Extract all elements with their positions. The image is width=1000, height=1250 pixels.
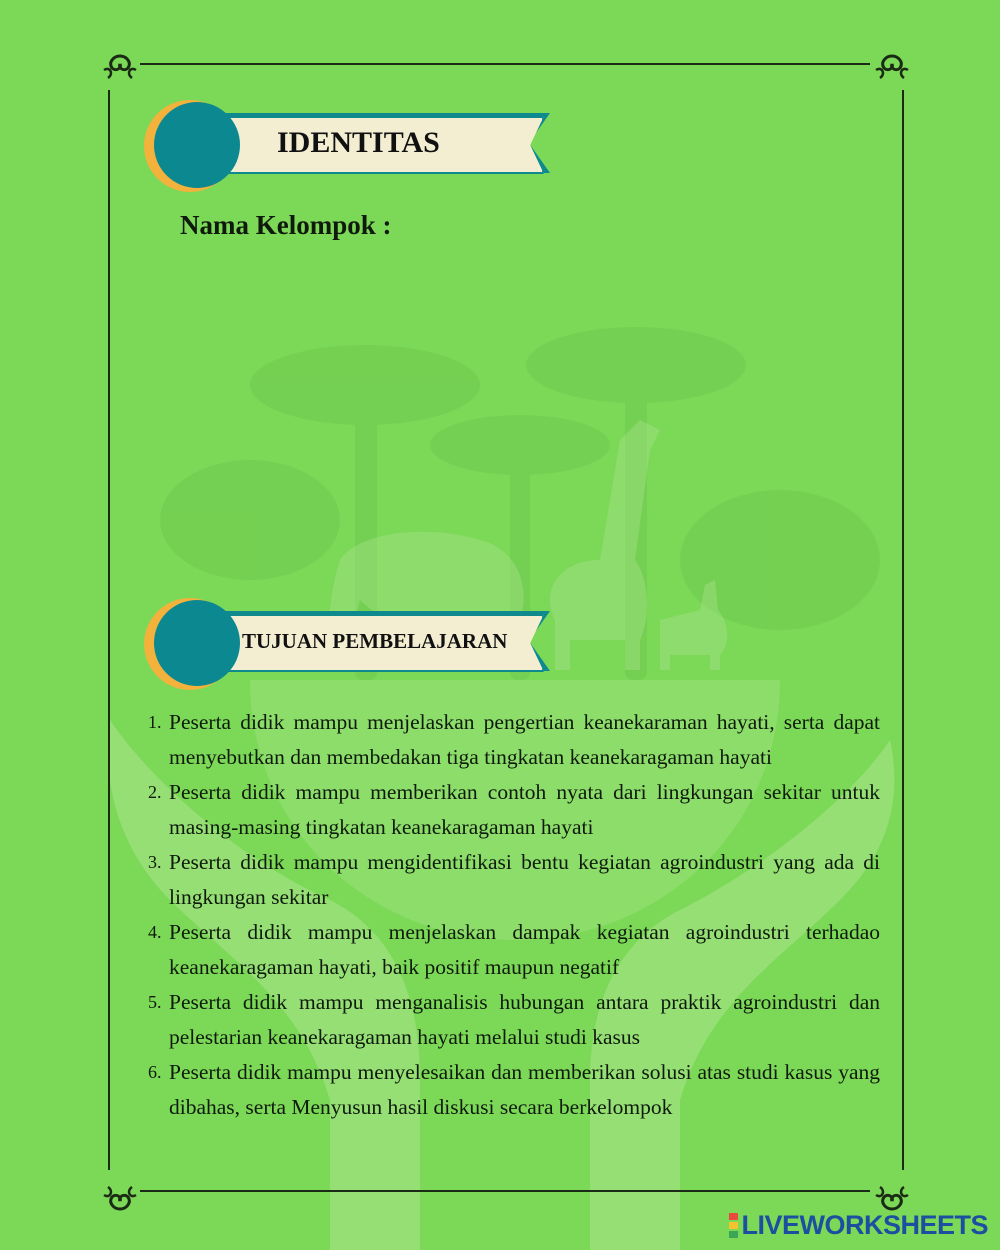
corner-ornament-icon <box>100 1175 140 1215</box>
list-item-text: Peserta didik mampu menjelaskan pengertian keanekaraman hayati, serta dapat menyebutkan dan membedakan tiga tingkatan keanekaragaman hayati <box>169 710 880 769</box>
tujuan-banner <box>150 614 550 674</box>
list-item-number: 1. <box>148 712 162 732</box>
liveworksheets-logo-icon <box>729 1212 738 1239</box>
frame-bottom-line <box>140 1190 870 1192</box>
watermark-text: LIVEWORKSHEETS <box>741 1209 988 1240</box>
frame-right-line <box>902 90 904 1170</box>
list-item <box>150 1055 880 1125</box>
list-item-number: 5. <box>148 992 162 1012</box>
identitas-banner <box>150 116 550 176</box>
tujuan-title: TUJUAN PEMBELAJARAN <box>242 629 508 653</box>
list-item-text: Peserta didik mampu menganalisis hubungan antara praktik agroindustri dan pelestarian keanekaragaman hayati melalui studi kasus <box>169 990 880 1049</box>
list-item-number: 3. <box>148 852 162 872</box>
learning-goals-list <box>150 705 880 1125</box>
identitas-title: IDENTITAS <box>277 126 440 159</box>
list-item-number: 2. <box>148 782 162 802</box>
list-item <box>150 845 880 915</box>
list-item <box>150 915 880 985</box>
list-item <box>150 985 880 1055</box>
list-item <box>150 775 880 845</box>
liveworksheets-watermark <box>729 1208 988 1242</box>
banner-circle <box>154 600 240 686</box>
list-item-text: Peserta didik mampu menjelaskan dampak kegiatan agroindustri terhadao keanekaragaman hayati, baik positif maupun negatif <box>169 920 880 979</box>
corner-ornament-icon <box>100 50 140 90</box>
list-item-number: 4. <box>148 922 162 942</box>
list-item-number: 6. <box>148 1062 162 1082</box>
nama-kelompok-label: Nama Kelompok : <box>180 210 392 240</box>
list-item-text: Peserta didik mampu memberikan contoh nyata dari lingkungan sekitar untuk masing-masing tingkatan keanekaragaman hayati <box>169 780 880 839</box>
list-item-text: Peserta didik mampu mengidentifikasi bentu kegiatan agroindustri yang ada di lingkungan sekitar <box>169 850 880 909</box>
list-item-text: Peserta didik mampu menyelesaikan dan memberikan solusi atas studi kasus yang dibahas, serta Menyusun hasil diskusi secara berkelompok <box>169 1060 880 1119</box>
frame-top-line <box>140 63 870 65</box>
banner-circle <box>154 102 240 188</box>
corner-ornament-icon <box>872 50 912 90</box>
list-item <box>150 705 880 775</box>
frame-left-line <box>108 90 110 1170</box>
